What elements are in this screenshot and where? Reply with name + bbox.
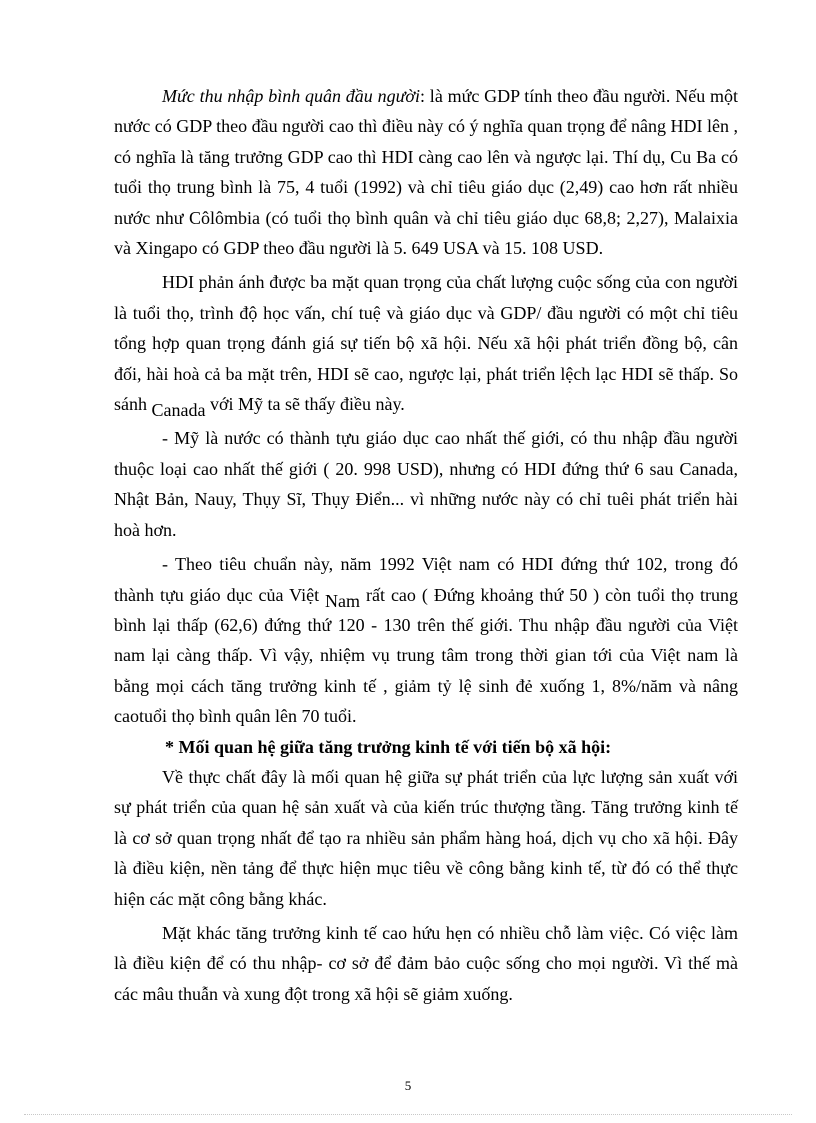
- paragraph-income-per-capita: [114, 81, 738, 263]
- paragraph-text: HDI phản ánh được ba mặt quan trọng của chất lượng cuộc sống của con người là tuổi thọ, trình độ học vấn, chí tuệ và giáo dục và GDP/ đầu người có một chỉ tiêu tổng hợp quan trọng đánh giá sự tiến bộ xã hội. Nếu xã hội phát triển đồng bộ, cân đối, hài hoà cả ba mặt trên, HDI sẽ cao, ngược lại, phát triển lệch lạc HDI sẽ thấp. So sánh: [114, 272, 738, 415]
- paragraph-employment: Mặt khác tăng trưởng kinh tế cao hứu hẹn có nhiều chỗ làm việc. Có việc làm là điều kiện để có thu nhập- cơ sở để đảm bảo cuộc sống cho mọi người. Vì thế mà các mâu thuẫn và xung đột trong xã hội sẽ giảm xuống.: [114, 922, 738, 1004]
- lowered-word-nam: Nam: [325, 590, 361, 611]
- paragraph-text: với Mỹ ta sẽ thấy điều này.: [205, 394, 405, 415]
- paragraph-text: rất cao ( Đứng khoảng thứ 50 ) còn tuổi thọ trung bình lại thấp (62,6) đứng thứ 120 - 130 trên thế giới. Thu nhập đầu người của Việt nam lại càng thấp. Vì vậy, nhiệm vụ trung tâm trong thời gian tới của Việt nam là bằng mọi cách tăng trưởng kinh tế , giảm tỷ lệ sinh đẻ xuống 1, 8%/năm và nâng caotuổi thọ bình quân lên 70 tuổi.: [114, 584, 738, 727]
- page-number: 5: [404, 1078, 412, 1093]
- lowered-word-canada: Canada: [151, 400, 206, 421]
- section-heading: * Mối quan hệ giữa tăng trưởng kinh tế với tiến bộ xã hội:: [165, 736, 612, 757]
- paragraph-vietnam: [114, 549, 738, 731]
- footer-divider: [24, 1114, 792, 1115]
- document-body: [114, 81, 738, 1009]
- paragraph-text: - Theo tiêu chuẩn này, năm 1992 Việt nam có HDI đứng thứ 102, trong đó thành tựu giáo dục của Việt: [114, 554, 738, 605]
- paragraph-text: : là mức GDP tính theo đầu người. Nếu một nước có GDP theo đầu người cao thì điều này có ý nghĩa quan trọng để nâng HDI lên , có nghĩa là tăng trưởng GDP cao thì HDI càng cao lên và ngược lại. Thí dụ, Cu Ba có tuổi thọ trung bình là 75, 4 tuổi (1992) và chỉ tiêu giáo dục (2,49) cao hơn rất nhiều nước như Côlômbia (có tuổi thọ bình quân và chỉ tiêu giáo dục 68,8; 2,27), Malaixia và Xingapo có GDP theo đầu người là 5. 649 USA và 15. 108 USD.: [114, 86, 739, 259]
- term-income-per-capita: Mức thu nhập bình quân đầu người: [162, 86, 421, 106]
- paragraph-relationship: Về thực chất đây là mối quan hệ giữa sự phát triển của lực lượng sản xuất với sự phát triển của quan hệ sản xuất và của kiến trúc thượng tầng. Tăng trưởng kinh tế là cơ sở quan trọng nhất để tạo ra nhiều sản phẩm hàng hoá, dịch vụ cho xã hội. Đây là điều kiện, nền tảng để thực hiện mục tiêu về công bằng kinh tế, từ đó có thể thực hiện các mặt công bằng khác.: [114, 766, 738, 909]
- paragraph-hdi-aspects: [114, 267, 738, 419]
- paragraph-usa: - Mỹ là nước có thành tựu giáo dục cao nhất thế giới, có thu nhập đầu người thuộc loại cao nhất thế giới ( 20. 998 USD), nhưng có HDI đứng thứ 6 sau Canada, Nhật Bản, Nauy, Thụy Sĩ, Thụy Điển... vì những nước này có chỉ tuêi phát triển hài hoà hơn.: [114, 428, 738, 540]
